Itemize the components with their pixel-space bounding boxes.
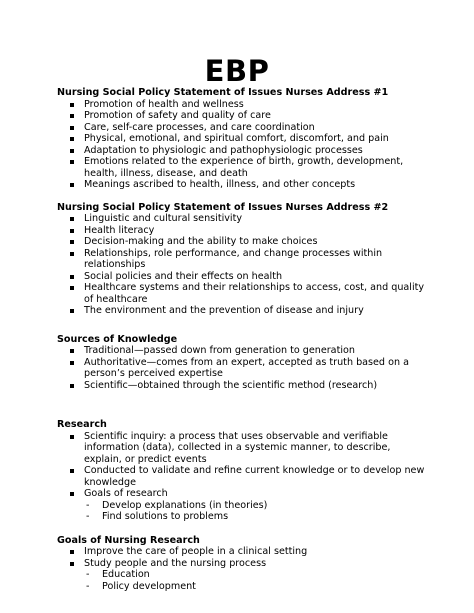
list-item <box>57 488 427 523</box>
list-item-text: Meanings ascribed to health, illness, and other concepts <box>84 179 356 190</box>
list-item-text: Social policies and their effects on health <box>84 270 283 282</box>
section-goals-of-nursing-research <box>57 535 427 593</box>
section-heading: Research <box>57 419 107 430</box>
section-research <box>57 419 427 523</box>
bullet-list <box>57 546 427 592</box>
list-item <box>57 110 427 122</box>
list-item <box>57 248 427 271</box>
list-item <box>57 357 427 380</box>
list-item <box>57 99 427 111</box>
sub-list-item-text: Develop explanations (in theories) <box>102 499 268 511</box>
list-item-text: Promotion of health and wellness <box>84 98 244 110</box>
list-item <box>57 282 427 305</box>
section-issues-2 <box>57 202 427 317</box>
sub-list-item-text: Find solutions to problems <box>102 511 229 522</box>
sub-list-item <box>84 500 427 512</box>
list-item <box>57 122 427 134</box>
list-item <box>57 236 427 248</box>
list-item <box>57 558 427 593</box>
sub-list <box>84 500 427 523</box>
list-item <box>57 345 427 357</box>
list-item-text: Relationships, role performance, and change processes within relationships <box>84 247 383 270</box>
sub-list-item <box>84 511 427 523</box>
bullet-list <box>57 213 427 317</box>
list-item <box>57 179 427 191</box>
list-item-text: Goals of research <box>84 488 168 499</box>
list-item-text: Adaptation to physiologic and pathophysiologic processes <box>84 144 363 156</box>
list-item-text: Linguistic and cultural sensitivity <box>84 213 243 224</box>
spacer <box>57 191 427 202</box>
list-item <box>57 271 427 283</box>
list-item <box>57 156 427 179</box>
list-item <box>57 213 427 225</box>
list-item-text: Traditional—passed down from generation to generation <box>84 345 355 356</box>
bullet-list <box>57 345 427 391</box>
list-item <box>57 133 427 145</box>
section-heading: Nursing Social Policy Statement of Issues Nurses Address #1 <box>57 87 389 98</box>
list-item <box>57 380 427 392</box>
list-item-text: Authoritative—comes from an expert, accepted as truth based on a person’s perceived expertise <box>84 356 409 379</box>
section-sources-of-knowledge <box>57 334 427 392</box>
spacer <box>57 317 427 334</box>
list-item <box>57 145 427 157</box>
list-item-text: Healthcare systems and their relationships to access, cost, and quality of healthcare <box>84 282 425 305</box>
list-item-text: Health literacy <box>84 224 155 236</box>
document-body <box>57 87 427 592</box>
spacer <box>57 523 427 535</box>
list-item <box>57 546 427 558</box>
bullet-list <box>57 431 427 523</box>
page-title: EBP <box>204 54 270 88</box>
sub-list <box>84 569 427 592</box>
list-item-text: Promotion of safety and quality of care <box>84 110 271 121</box>
sub-list-item-text: Policy development <box>102 580 196 592</box>
list-item-text: Improve the care of people in a clinical setting <box>84 546 308 557</box>
list-item-text: Conducted to validate and refine current knowledge or to develop new knowledge <box>84 465 425 488</box>
list-item-text: Decision-making and the ability to make choices <box>84 236 318 247</box>
list-item-text: Scientific inquiry: a process that uses observable and verifiable information (data), collected in a systemic manner, to describe, explain, or predict events <box>84 430 391 465</box>
section-heading: Goals of Nursing Research <box>57 534 200 546</box>
list-item-text: Scientific—obtained through the scientific method (research) <box>84 379 378 391</box>
list-item-text: Physical, emotional, and spiritual comfort, discomfort, and pain <box>84 133 389 144</box>
list-item-text: Emotions related to the experience of birth, growth, development, health, illness, disease, and death <box>84 156 404 179</box>
bullet-list <box>57 99 427 191</box>
sub-list-item <box>84 581 427 593</box>
spacer <box>57 391 427 419</box>
list-item-text: Care, self-care processes, and care coordination <box>84 121 315 133</box>
section-issues-1 <box>57 87 427 191</box>
list-item <box>57 465 427 488</box>
sub-list-item <box>84 569 427 581</box>
section-heading: Sources of Knowledge <box>57 333 178 345</box>
list-item <box>57 225 427 237</box>
sub-list-item-text: Education <box>102 569 150 580</box>
list-item-text: The environment and the prevention of disease and injury <box>84 305 364 316</box>
section-heading: Nursing Social Policy Statement of Issues Nurses Address #2 <box>57 201 389 213</box>
list-item <box>57 431 427 466</box>
list-item <box>57 305 427 317</box>
list-item-text: Study people and the nursing process <box>84 557 267 569</box>
